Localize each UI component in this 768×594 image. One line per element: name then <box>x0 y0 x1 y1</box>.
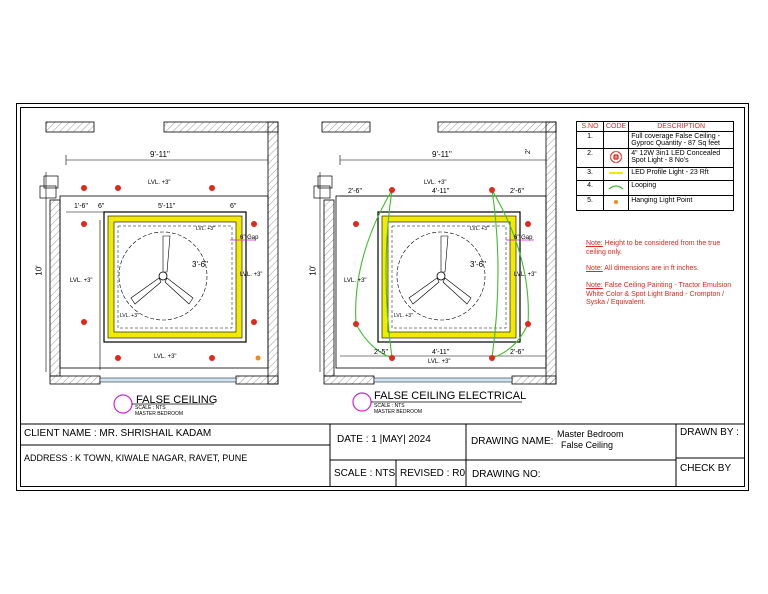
right-dim-top-l: 2'-6" <box>348 188 362 195</box>
right-dim-top-mid: 4'-11" <box>432 188 450 195</box>
legend-row-code <box>604 168 629 181</box>
note-label: Note: <box>586 240 603 247</box>
right-dim-top-r: 2'-6" <box>510 188 524 195</box>
left-level-top: LVL. +3" <box>148 180 171 186</box>
address: ADDRESS : K TOWN, KIWALE NAGAR, RAVET, PUNE <box>24 453 248 463</box>
right-dim-bot-r: 2'-6" <box>510 349 524 356</box>
right-dim-v-top: 2' <box>525 148 533 155</box>
legend-row-code <box>604 132 629 149</box>
legend-row-no: 2. <box>577 149 604 168</box>
right-plan-scale: SCALE : NTS <box>374 403 405 409</box>
left-level-inner-top: LVL. +3" <box>196 226 215 232</box>
legend-row <box>577 168 734 181</box>
legend-row-desc: Full coverage False Ceiling - Gyproc Quantity - 87 Sq feet <box>629 132 734 149</box>
plan-left-title-marker <box>114 395 132 413</box>
led-profile-line-icon <box>608 169 624 177</box>
note-label: Note: <box>586 282 603 289</box>
left-level-bottom: LVL. +3" <box>154 354 177 360</box>
drawing-name-line-1: Master Bedroom <box>557 429 624 439</box>
scale: SCALE : NTS <box>334 468 396 479</box>
left-plan-scale: SCALE : NTS <box>135 405 166 411</box>
left-dim-overall: 9'-11" <box>150 150 170 159</box>
left-plan-title: FALSE CEILING <box>136 394 218 406</box>
legend-row <box>577 149 734 168</box>
legend-row <box>577 132 734 149</box>
legend-row-desc: Hanging Light Point <box>629 196 734 211</box>
date: DATE : 1 |MAY| 2024 <box>337 434 431 445</box>
right-dim-height: 10' <box>308 265 318 276</box>
right-level-left: LVL. +3" <box>344 278 367 284</box>
legend-row-desc: 4" 12W 3in1 LED Concealed Spot Light - 8 No's <box>629 149 734 168</box>
check-by: CHECK BY <box>680 463 732 474</box>
hanging-point-icon <box>611 197 621 207</box>
note-text: Height to be considered from the true ceiling only. <box>586 240 721 256</box>
legend-row-no: 4. <box>577 181 604 196</box>
legend-header-description: DESCRIPTION <box>629 122 734 132</box>
left-level-right: LVL. +3" <box>240 272 263 278</box>
right-dim-radius: 3'-6" <box>470 260 486 269</box>
note-height <box>586 240 736 257</box>
legend-row-code <box>604 181 629 196</box>
legend-row-no: 1. <box>577 132 604 149</box>
left-level-inner-bottom: LVL. +3" <box>120 313 139 319</box>
drawing-no: DRAWING NO: <box>472 469 541 480</box>
legend-row-no: 5. <box>577 196 604 211</box>
left-plan-room: MASTER BEDROOM <box>135 411 184 417</box>
right-dim-overall: 9'-11" <box>432 150 452 159</box>
left-dim-side-a: 1'-6" <box>74 203 88 210</box>
right-level-top: LVL. +3" <box>424 180 447 186</box>
client-name: CLIENT NAME : MR. SHRISHAIL KADAM <box>24 428 212 439</box>
note-dimensions <box>586 265 736 274</box>
revised: REVISED : R0 <box>400 468 466 479</box>
legend-row-desc: Looping <box>629 181 734 196</box>
right-level-inner-top: LVL. +3" <box>470 226 489 232</box>
legend-row-code <box>604 196 629 211</box>
drawn-by: DRAWN BY : <box>680 427 739 438</box>
legend-row <box>577 196 734 211</box>
legend-row-no: 3. <box>577 168 604 181</box>
looping-icon <box>608 182 624 192</box>
legend-row <box>577 181 734 196</box>
legend-header-row <box>577 122 734 132</box>
left-level-left: LVL. +3" <box>70 278 93 284</box>
left-dim-side-c: 6" <box>230 203 237 210</box>
note-painting <box>586 282 736 308</box>
left-dim-inner-w: 5'-11" <box>158 203 176 210</box>
plan-right-title-marker <box>353 393 371 411</box>
note-label: Note: <box>586 265 603 272</box>
right-level-right: LVL. +3" <box>514 272 537 278</box>
right-level-inner-bottom: LVL. +3" <box>394 313 413 319</box>
note-text: False Ceiling Painting - Tractor Emulsion White Color & Spot Light Brand - Crompton / Syska / Equivalent. <box>586 282 732 306</box>
drawing-name-line-2: False Ceiling <box>561 440 614 450</box>
legend-row-desc: LED Profile Light - 23 Rft <box>629 168 734 181</box>
legend-table <box>576 121 734 211</box>
right-plan-title: FALSE CEILING ELECTRICAL <box>374 390 527 402</box>
right-gap-label: 6" Gap <box>514 235 533 241</box>
drawing-name-label: DRAWING NAME: <box>471 436 554 447</box>
legend-header-sno: S.NO <box>577 122 604 132</box>
legend-header-code: CODE <box>604 122 629 132</box>
left-dim-radius: 3'-6" <box>192 260 208 269</box>
legend-row-code <box>604 149 629 168</box>
left-gap-label: 6" Gap <box>240 235 259 241</box>
left-dim-side-b: 6" <box>98 203 105 210</box>
right-level-bottom: LVL. +3" <box>428 359 451 365</box>
right-dim-bot-l: 2'-5" <box>374 349 388 356</box>
note-text: All dimensions are in ft inches. <box>602 265 699 272</box>
plan-right-ceiling <box>336 196 546 368</box>
led-spot-icon <box>609 150 623 164</box>
right-dim-bot-mid: 4'-11" <box>432 349 450 356</box>
right-plan-room: MASTER BEDROOM <box>374 409 423 415</box>
left-dim-height: 10' <box>34 265 44 276</box>
